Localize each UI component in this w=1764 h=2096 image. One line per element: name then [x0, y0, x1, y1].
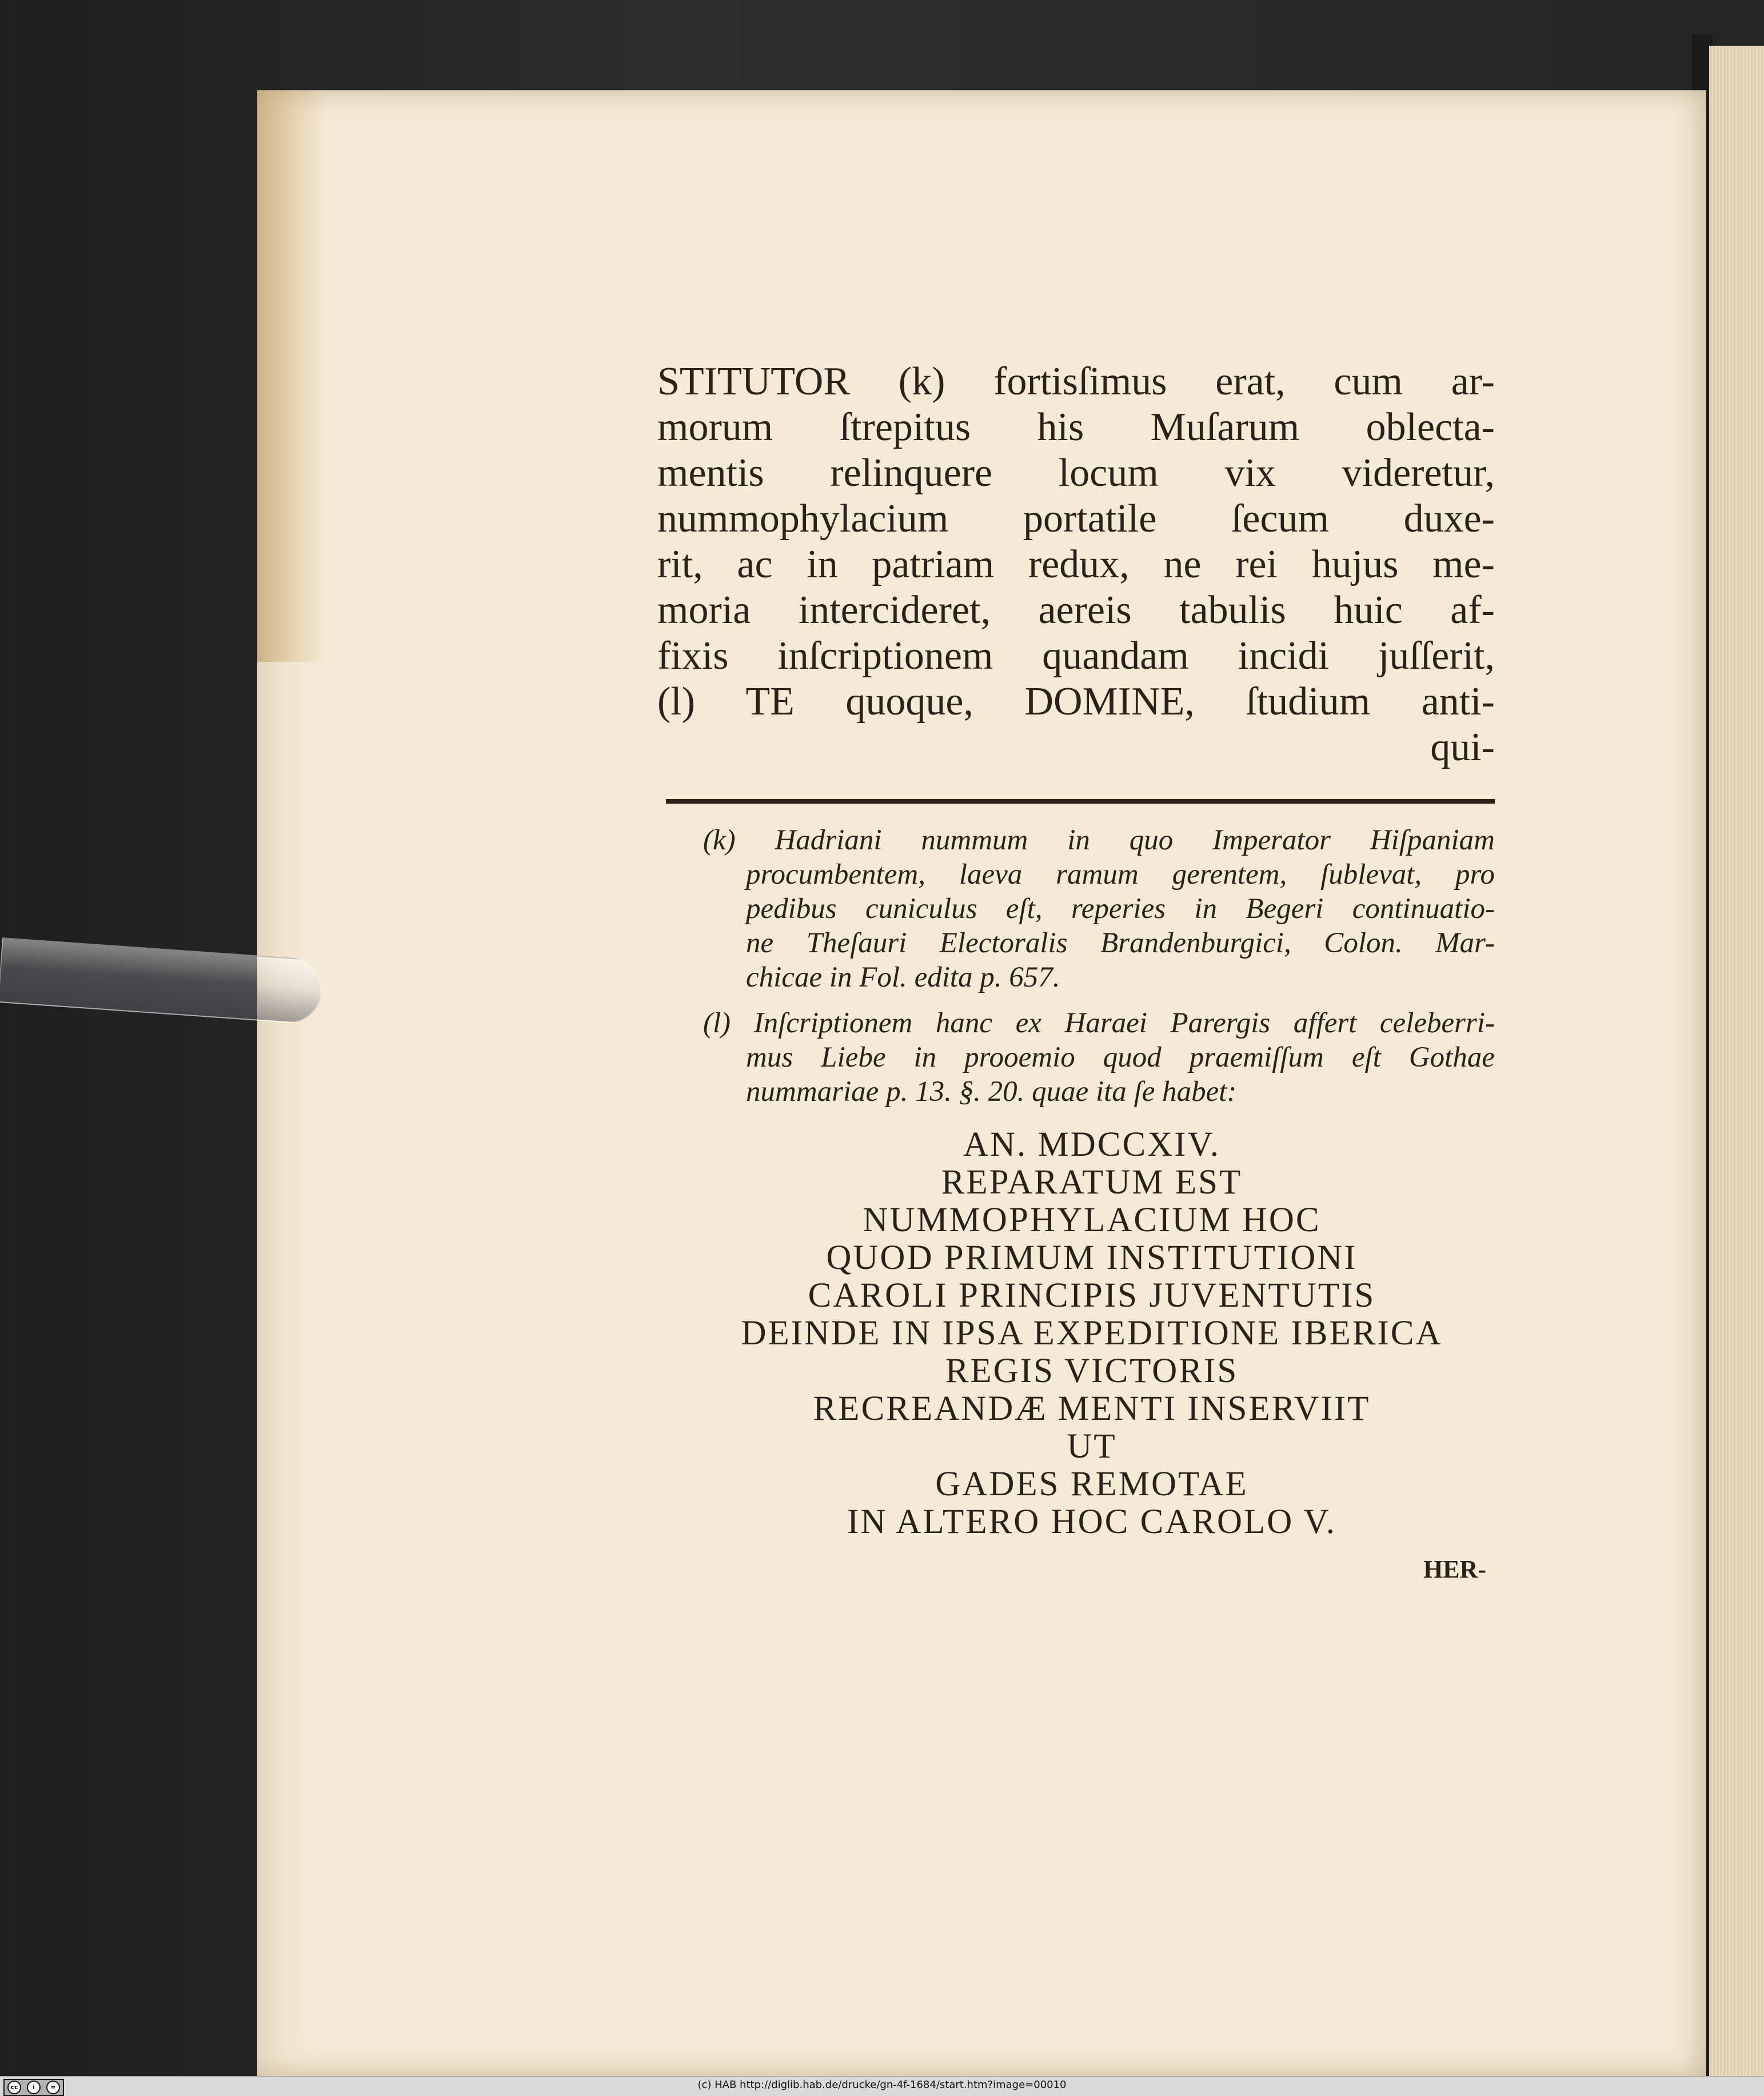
- footer-credit-link[interactable]: (c) HAB http://diglib.hab.de/drucke/gn-4f-1684/start.htm?image=00010: [697, 2079, 1067, 2091]
- footnote-k-line: chicae in Fol. edita p. 657.: [746, 961, 1060, 993]
- inscription-line: NUMMOPHYLACIUM HOC: [863, 1201, 1321, 1239]
- footnote-l-line: (l) Inſcriptionem hanc ex Haraei Parergis affert celeberri-: [703, 1007, 1495, 1039]
- inscription-line: REGIS VICTORIS: [945, 1352, 1239, 1390]
- main-text-line: qui-: [1430, 725, 1495, 769]
- inscription-line: DEINDE IN IPSA EXPEDITIONE IBERICA: [741, 1314, 1443, 1352]
- attribution-icon: i: [27, 2081, 41, 2094]
- main-text-line: moria intercideret, aereis tabulis huic af-: [657, 588, 1495, 632]
- main-text-line: morum ſtrepitus his Muſarum oblectа-: [657, 405, 1495, 449]
- footnote-k-line: pedibus cuniculus eſt, reperies in Begeri continuatio-: [746, 893, 1495, 925]
- main-text-line: nummophylacium portatile ſecum duxe-: [657, 497, 1495, 541]
- footnote-k-line: procumbentem, laeva ramum gerentem, ſublevat, pro: [746, 859, 1495, 891]
- inscription-line: GADES REMOTAE: [935, 1465, 1248, 1503]
- footnote-divider: [666, 799, 1495, 804]
- footer-bar: [0, 2076, 1764, 2096]
- footnote-l-line: nummariae p. 13. §. 20. quae ita ſe habet:: [746, 1076, 1237, 1108]
- page-edges: [1709, 46, 1764, 2076]
- main-text-block: [657, 359, 1495, 782]
- main-text-line: mentis relinquere locum vix videretur,: [657, 451, 1495, 495]
- page-stain: [257, 90, 326, 662]
- main-text-line: STITUTOR (k) fortisſimus erat, cum ar-: [657, 360, 1495, 404]
- inscription-line: REPARATUM EST: [941, 1163, 1243, 1201]
- inscription-line: RECREANDÆ MENTI INSERVIIT: [813, 1390, 1371, 1428]
- footnote-l-line: mus Liebe in prooemio quod praemiſſum eſt Gothae: [746, 1041, 1495, 1073]
- share-alike-icon: =: [46, 2081, 60, 2094]
- catchword: HER-: [1423, 1555, 1486, 1583]
- inscription-line: IN ALTERO HOC CAROLO V.: [847, 1503, 1336, 1541]
- footnote-k-line: ne Theſauri Electoralis Brandenburgici, Colon. Mar-: [746, 927, 1495, 959]
- main-text-line: (l) TE quoque, DOMINE, ſtudium anti-: [657, 680, 1495, 724]
- main-text-line: rit, ac in patriam redux, ne rei hujus me-: [657, 542, 1495, 586]
- inscription-line: CAROLI PRINCIPIS JUVENTUTIS: [808, 1276, 1376, 1315]
- inscription-line: AN. MDCCXIV.: [963, 1125, 1221, 1164]
- footnote-k-line: (k) Hadriani nummum in quo Imperator Hiſpaniam: [703, 824, 1495, 856]
- cc-icon: cc: [7, 2081, 21, 2094]
- inscription-line: UT: [1067, 1427, 1117, 1466]
- inscription-line: QUOD PRIMUM INSTITUTIONI: [826, 1239, 1358, 1277]
- main-text-line: fixis inſcriptionem quandam incidi juſſerit,: [657, 634, 1495, 678]
